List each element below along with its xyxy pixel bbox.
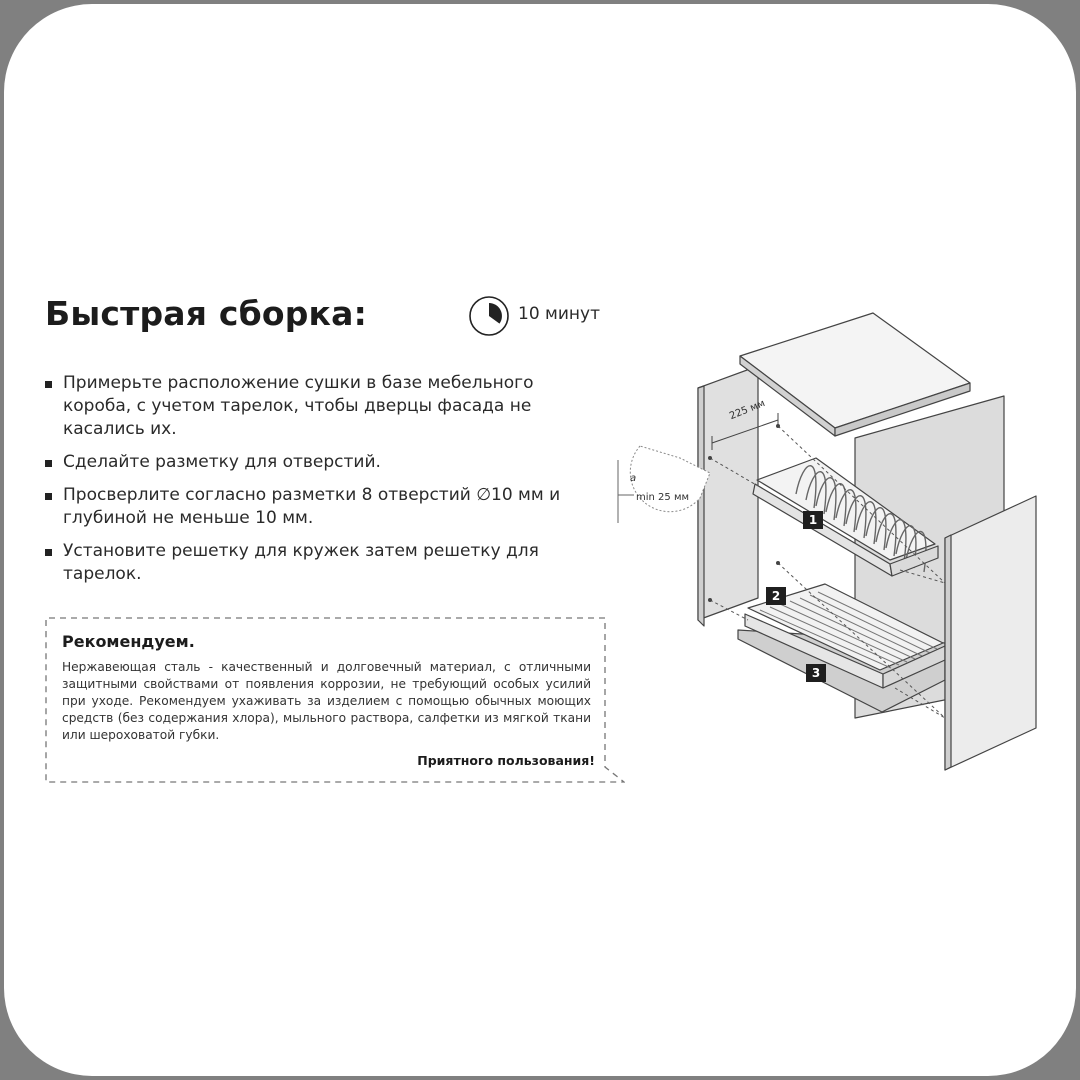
step-badge-1: 1 (803, 511, 823, 529)
step-badge-3: 3 (806, 664, 826, 682)
step-badge-2: 2 (766, 587, 786, 605)
step-item (45, 372, 565, 441)
step-text: Примерьте расположение сушки в базе мебельного короба, с учетом тарелок, чтобы дверцы фасада не касались их. (63, 373, 534, 439)
recommendation-signature: Приятного пользования! (417, 753, 595, 768)
step-item (45, 484, 565, 530)
page-title: Быстрая сборка: (45, 294, 368, 333)
dimension-label: 225 мм (728, 398, 767, 423)
timer-icon (468, 295, 510, 337)
step-text: Просверлите согласно разметки 8 отверстий ∅10 мм и глубиной не меньше 10 мм. (63, 485, 561, 528)
recommendation-box (45, 617, 625, 783)
step-item (45, 451, 565, 474)
bullet-icon (45, 493, 52, 500)
step-item (45, 540, 565, 586)
bullet-icon (45, 549, 52, 556)
assembly-drawing (600, 308, 1040, 778)
instruction-card (4, 4, 1076, 1076)
recommendation-title: Рекомендуем. (62, 632, 195, 651)
timer-label: 10 минут (518, 304, 600, 324)
assembly-steps (45, 372, 565, 596)
recommendation-text: Нержавеющая сталь - качественный и долговечный материал, с отличными защитными свойствами от появления коррозии, не требующий особых усилий при уходе. Рекомендуем ухаживать за изделием с помощью обычных моющих средств (без содержания хлора), мыльного раствора, салфетки из мягкой ткани или шероховатой губки. (62, 660, 591, 742)
bullet-icon (45, 460, 52, 467)
detail-symbol: a (630, 473, 637, 484)
step-text: Сделайте разметку для отверстий. (63, 452, 381, 472)
step-text: Установите решетку для кружек затем решетку для тарелок. (63, 541, 539, 584)
bullet-icon (45, 381, 52, 388)
min-depth-label: min 25 мм (636, 492, 690, 503)
cabinet-illustration (600, 308, 1040, 778)
assembly-time (468, 295, 618, 335)
